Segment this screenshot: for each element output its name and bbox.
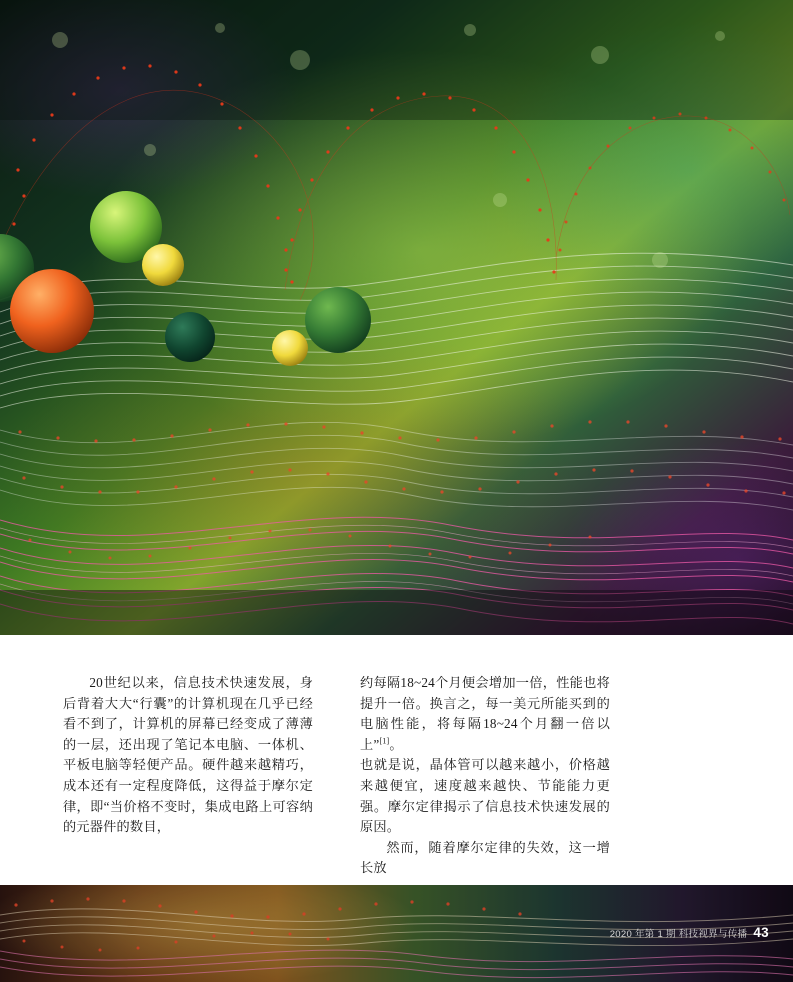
column-right (360, 673, 610, 879)
paragraph-right-3: 然而，随着摩尔定律的失效，这一增长放 (360, 839, 610, 876)
paragraph-right-1 (360, 673, 610, 755)
footer-artwork (0, 885, 793, 982)
page-number: 43 (753, 925, 769, 940)
paragraph-right-2: 也就是说，晶体管可以越来越小，价格越来越便宜，速度越来越快、节能能力更强。摩尔定律揭示了信息技术快速发展的原因。 (360, 757, 610, 835)
folio-text: 2020 年第 1 期 科技视界与传播 (609, 929, 748, 940)
paragraph-right-1-text: 约每隔18~24个月便会增加一倍，性能也将提升一倍。换言之，每一美元所能买到的电脑性能，将每隔18~24个月翻一倍以上” (360, 675, 610, 752)
paragraph-left-1: 20世纪以来，信息技术快速发展，身后背着大大“行囊”的计算机现在几乎已经看不到了，计算机的屏幕已经变成了薄薄的一层，还出现了笔记本电脑、一体机、平板电脑等轻便产品。硬件越来越精巧，成本还有一定程度降低，这得益于摩尔定律，即“当价格不变时，集成电路上可容纳的元器件的数目， (63, 675, 313, 835)
article-text-block (0, 635, 793, 885)
footnote-marker: [1] (379, 736, 390, 746)
column-left (63, 673, 313, 879)
footnote-marker-suffix: 。 (389, 736, 403, 752)
two-column-layout (63, 673, 733, 879)
page-folio (610, 925, 769, 940)
